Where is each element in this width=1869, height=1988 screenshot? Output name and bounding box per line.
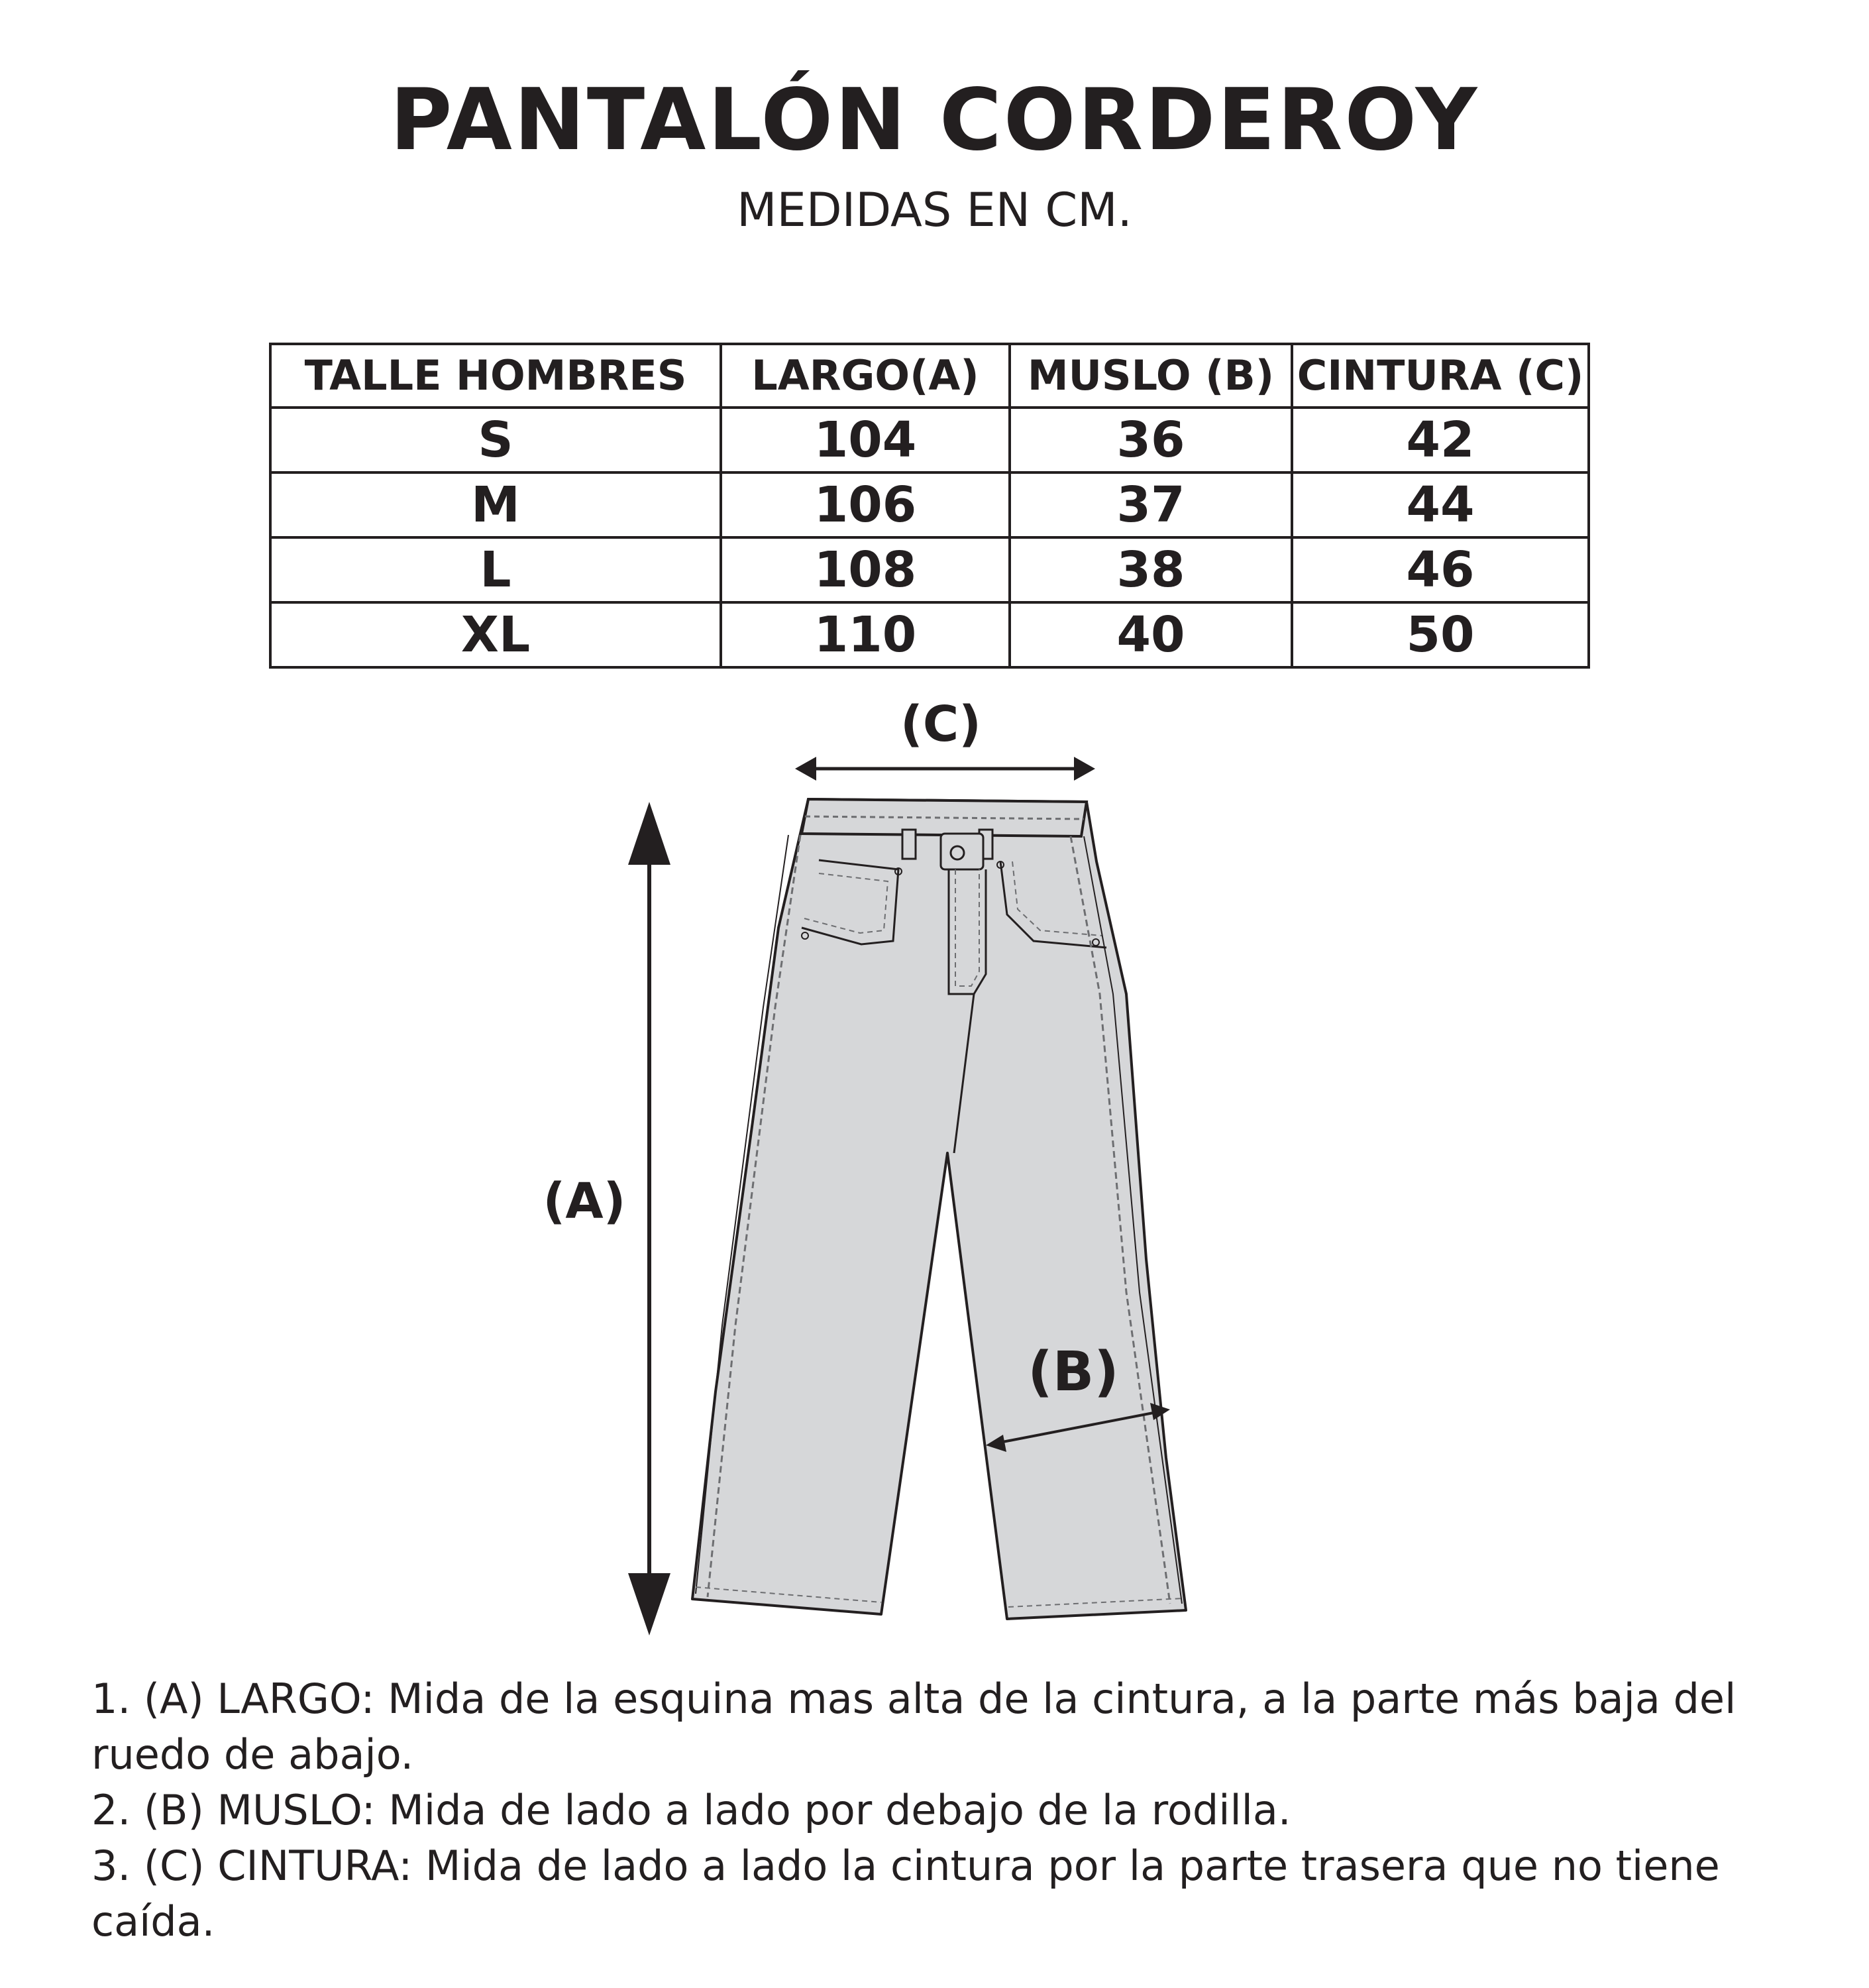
cell-muslo: 37 xyxy=(1010,472,1292,537)
cell-size: M xyxy=(270,472,721,537)
cell-size: XL xyxy=(270,602,721,667)
cell-cintura: 46 xyxy=(1292,537,1589,602)
cell-largo: 106 xyxy=(721,472,1010,537)
cell-size: L xyxy=(270,537,721,602)
measure-arrow-c xyxy=(795,757,1095,781)
header-cintura: CINTURA (C) xyxy=(1292,344,1589,408)
instruction-muslo: 2. (B) MUSLO: Mida de lado a lado por debajo de la rodilla. xyxy=(91,1786,1291,1834)
cell-muslo: 38 xyxy=(1010,537,1292,602)
header-muslo: MUSLO (B) xyxy=(1010,344,1292,408)
label-c: (C) xyxy=(900,696,981,753)
cell-cintura: 42 xyxy=(1292,408,1589,472)
cell-largo: 108 xyxy=(721,537,1010,602)
cell-size: S xyxy=(270,408,721,472)
cell-cintura: 44 xyxy=(1292,472,1589,537)
button xyxy=(951,846,964,859)
cell-cintura: 50 xyxy=(1292,602,1589,667)
page-title: PANTALÓN CORDEROY xyxy=(390,71,1479,170)
pants-body xyxy=(692,799,1186,1619)
header-talle-hombres: TALLE HOMBRES xyxy=(270,344,721,408)
cell-largo: 110 xyxy=(721,602,1010,667)
label-a: (A) xyxy=(543,1173,626,1230)
measure-arrow-a xyxy=(628,802,670,1635)
measurement-instructions xyxy=(91,1671,1854,1950)
cell-largo: 104 xyxy=(721,408,1010,472)
cell-muslo: 40 xyxy=(1010,602,1292,667)
label-b: (B) xyxy=(1028,1341,1119,1404)
cell-muslo: 36 xyxy=(1010,408,1292,472)
instruction-largo: 1. (A) LARGO: Mida de la esquina mas alta de la cintura, a la parte más baja del ruedo de abajo. xyxy=(91,1675,1736,1779)
header-largo: LARGO(A) xyxy=(721,344,1010,408)
page-subtitle: MEDIDAS EN CM. xyxy=(737,183,1132,237)
instruction-cintura: 3. (C) CINTURA: Mida de lado a lado la cintura por la parte trasera que no tiene caída. xyxy=(91,1842,1720,1946)
pants-illustration xyxy=(692,799,1186,1619)
